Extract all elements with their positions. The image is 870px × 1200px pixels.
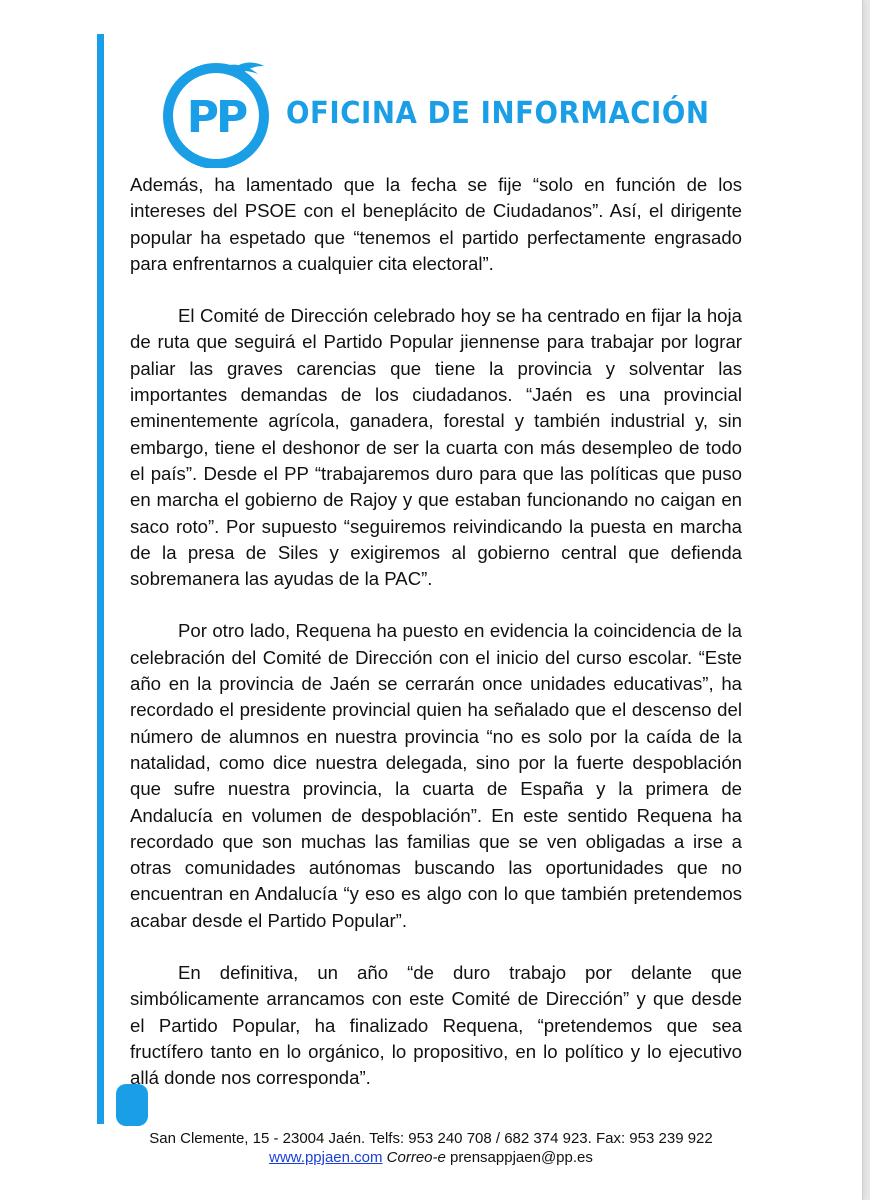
logo-text: PP [186,92,246,143]
paragraph-2: El Comité de Dirección celebrado hoy se ha centrado en fijar la hoja de ruta que seguirá el Partido Popular jiennense para trabajar por lograr paliar las graves carencias que tiene la provincia y solventar las importantes demandas de los ciudadanos. “Jaén es una provincial eminentemente agrícola, ganadera, forestal y también industrial y, sin embargo, tiene el deshonor de ser la cuarta con más desempleo de todo el país”. Desde el PP “trabajaremos duro para que las políticas que puso en marcha el gobierno de Rajoy y que estaban funcionando no caigan en saco roto”. Por supuesto “seguiremos reivindicando la puesta en marcha de la presa de Siles y exigiremos al gobierno central que defienda sobremanera las ayudas de la PAC”. [130,305,742,590]
paragraph-1: Además, ha lamentado que la fecha se fije “solo en función de los intereses del PSOE con el beneplácito de Ciudadanos”. Así, el dirigente popular ha espetado que “tenemos el partido perfectamente engrasado para enfrentarnos a cualquier cita electoral”. [130,174,742,274]
decorative-side-bar [97,34,104,1124]
website-link[interactable]: www.ppjaen.com [269,1149,383,1166]
article-body [130,172,742,1118]
paragraph-4: En definitiva, un año “de duro trabajo por delante que simbólicamente arrancamos con este Comité de Dirección” y que desde el Partido Popular, ha finalizado Requena, “pretendemos que sea fructífero tanto en lo orgánico, lo propositivo, en lo político y lo ejecutivo allá donde nos corresponda”. [130,962,742,1089]
email-label: Correo-e [386,1149,446,1166]
footer-contact [0,1149,862,1166]
paragraph-3: Por otro lado, Requena ha puesto en evidencia la coincidencia de la celebración del Comité de Dirección con el inicio del curso escolar. “Este año en la provincia de Jaén se cerrarán once unidades educativas”, ha recordado el presidente provincial quien ha señalado que el descenso del número de alumnos en nuestra provincia “no es solo por la caída de la natalidad, como dice nuestra delegada, sino por la fuerte despoblación que sufre nuestra provincia, la cuarta de España y la primera de Andalucía en volumen de despoblación”. En este sentido Requena ha recordado que son muchas las familias que se ven obligadas a irse a otras comunidades autónomas buscando las oportunidades que no encuentran en Andalucía “y eso es algo con lo que también pretendemos acabar desde el Partido Popular”. [130,620,742,931]
footer-address: San Clemente, 15 - 23004 Jaén. Telfs: 953 240 708 / 682 374 923. Fax: 953 239 922 [149,1130,713,1147]
pp-logo-icon [160,56,280,168]
email-address: prensappjaen@pp.es [450,1149,593,1166]
office-title: OFICINA DE INFORMACIÓN [286,96,710,131]
